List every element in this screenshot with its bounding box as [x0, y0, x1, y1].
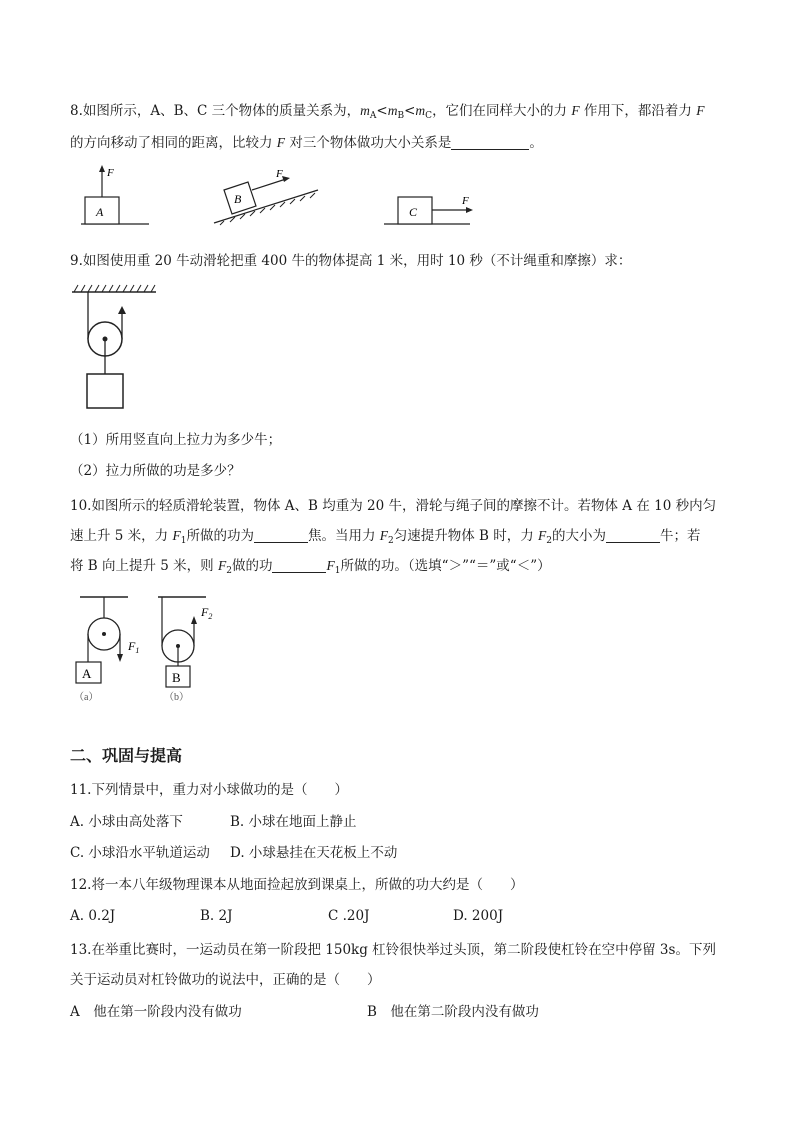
- q10-line2: 速上升 5 米，力 $F_1$所做的功为 焦。当用力 $F_2$匀速提升物体 B 时，力 $F_2$的大小为 牛；若: [70, 528, 701, 546]
- q10-figure: [68, 592, 238, 708]
- q11-option-d[interactable]: D. 小球悬挂在天花板上不动: [230, 845, 398, 861]
- force-label-b: F: [276, 168, 283, 180]
- mass-b: m: [387, 103, 398, 118]
- block-c-label: C: [409, 205, 418, 219]
- q11-stem: 11.下列情景中，重力对小球做功的是（ ）: [70, 782, 348, 798]
- q12-option-d[interactable]: D. 200J: [453, 908, 504, 924]
- q10-f2-label: $F_2$: [201, 605, 213, 621]
- q13-option-a[interactable]: A 他在第一阶段内没有做功: [70, 1004, 242, 1020]
- q10-caption-b: （b）: [164, 692, 189, 703]
- q10-blank-compare[interactable]: [272, 558, 326, 573]
- force-label-c: F: [462, 195, 469, 207]
- q10-block-b: B: [172, 670, 181, 685]
- q9-sub2: （2）拉力所做的功是多少？: [70, 463, 241, 479]
- q10-line1: 10.如图所示的轻质滑轮装置，物体 A、B 均重为 20 牛，滑轮与绳子间的摩擦不计。若物体 A 在 10 秒内匀: [70, 498, 717, 514]
- mass-c: m: [415, 103, 426, 118]
- q11-option-a[interactable]: A. 小球由高处落下: [70, 814, 183, 830]
- block-b-label: B: [234, 192, 242, 206]
- q9-stem: 9.如图使用重 20 牛动滑轮把重 400 牛的物体提高 1 米，用时 10 秒（不计绳重和摩擦）求：: [70, 253, 632, 269]
- force-label-a: F: [107, 167, 114, 179]
- q11-option-c[interactable]: C. 小球沿水平轨道运动: [70, 845, 210, 861]
- q8-line2: 的方向移动了相同的距离，比较力 F 对三个物体做功大小关系是 。: [70, 135, 543, 151]
- q10-blank-force[interactable]: [606, 528, 660, 543]
- q9-sub1: （1）所用竖直向上拉力为多少牛；: [70, 432, 282, 448]
- q12-stem: 12.将一本八年级物理课本从地面捡起放到课桌上，所做的功大约是（ ）: [70, 877, 524, 893]
- q13-line2: 关于运动员对杠铃做功的说法中，正确的是（ ）: [70, 972, 381, 988]
- q8-answer-blank[interactable]: [451, 135, 529, 150]
- q10-line3: 将 B 向上提升 5 米，则 $F_2$做的功 $F_1$所做的功。（选填“＞”“＝”或“＜”）: [70, 558, 551, 576]
- q10-caption-a: （a）: [74, 692, 99, 703]
- block-a-label: A: [96, 205, 104, 219]
- q8-figure-a: [75, 162, 155, 230]
- section-heading: 二、巩固与提高: [70, 746, 183, 765]
- q12-option-c[interactable]: C .20J: [328, 908, 370, 924]
- q12-option-b[interactable]: B. 2J: [200, 908, 233, 924]
- q9-pulley-figure: [70, 282, 160, 412]
- q8-figure-b: [210, 165, 330, 235]
- q12-option-a[interactable]: A. 0.2J: [70, 908, 116, 924]
- q8-line1: 8.如图所示，A、B、C 三个物体的质量关系为，$m_A<m_B<m_C$，它们在同样大小的力 F 作用下，都沿着力 F: [70, 103, 705, 121]
- q10-blank-work[interactable]: [254, 528, 308, 543]
- q8-figure-c: [380, 188, 490, 232]
- q11-option-b[interactable]: B. 小球在地面上静止: [230, 814, 357, 830]
- q10-block-a: A: [82, 666, 92, 681]
- q10-f1-label: $F_1$: [128, 639, 140, 655]
- q13-option-b[interactable]: B 他在第二阶段内没有做功: [367, 1004, 539, 1020]
- mass-a: m: [360, 103, 370, 118]
- q13-line1: 13.在举重比赛时，一运动员在第一阶段把 150kg 杠铃很快举过头顶，第二阶段使杠铃在空中停留 3s。下列: [70, 942, 716, 958]
